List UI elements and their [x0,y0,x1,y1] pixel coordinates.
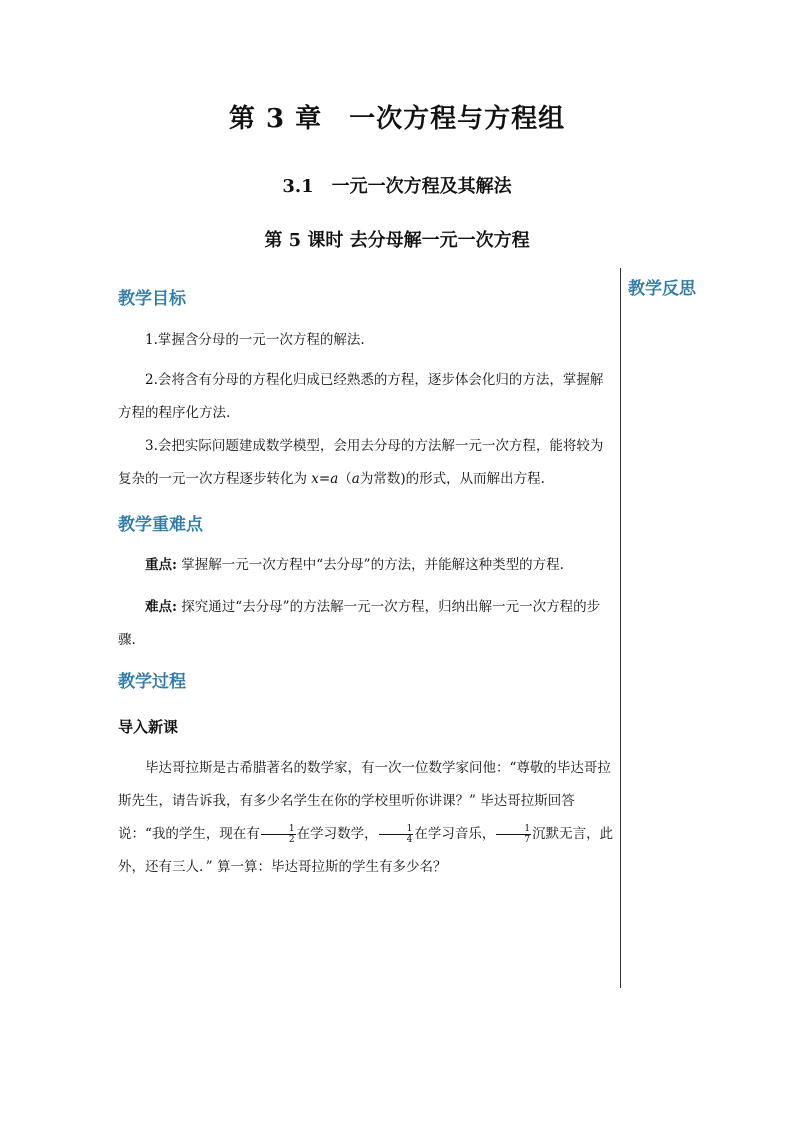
fraction-one-quarter: $\frac{1}{4}$ [379,824,414,845]
fraction-one-seventh: $\frac{1}{7}$ [496,824,531,845]
reflection-heading: 教学反思 [628,279,696,299]
section-title: 3.1 一元一次方程及其解法 [282,176,512,197]
fraction-one-half: $\frac{1}{2}$ [261,824,296,845]
objective-item-2: 2.会将含有分母的方程化归成已经熟悉的方程，逐步体会化归的方法，掌握解方程的程序化方法. [118,372,604,421]
objective-item-1: 1.掌握含分母的一元一次方程的解法. [145,332,365,348]
column-divider [620,268,621,988]
intro-heading: 导入新课 [118,718,179,736]
chapter-title: 第 3 章 一次方程与方程组 [228,104,566,134]
difficulty-point: 难点: 探究通过“去分母”的方法解一元一次方程，归纳出解一元一次方程的步骤. [118,599,601,648]
lesson-title: 第 5 课时 去分母解一元一次方程 [264,230,530,251]
key-point: 重点: 掌握解一元一次方程中“去分母”的方法，并能解这种类型的方程. [145,557,564,573]
process-heading: 教学过程 [118,672,186,692]
objectives-heading: 教学目标 [118,289,186,309]
key-points-heading: 教学重难点 [118,515,203,535]
intro-story: 毕达哥拉斯是古希腊著名的数学家，有一次一位数学家问他：“尊敬的毕达哥拉斯先生，请告诉我，有多少名学生在你的学校里听你讲课？” 毕达哥拉斯回答说：“我的学生，现在有 $\frac{1}{2}$ 在学习数学， $\frac{1}{4}$ 在学习音乐， $\frac{1}{7}$ 沉默无言，此外，还有三人．” 算一算：毕达哥拉斯的学生有多少名？ [118,760,614,875]
objective-item-3: 3.会把实际问题建成数学模型，会用去分母的方法解一元一次方程，能将较为复杂的一元一次方程逐步转化为 x=a（a为常数)的形式，从而解出方程. [118,438,604,487]
